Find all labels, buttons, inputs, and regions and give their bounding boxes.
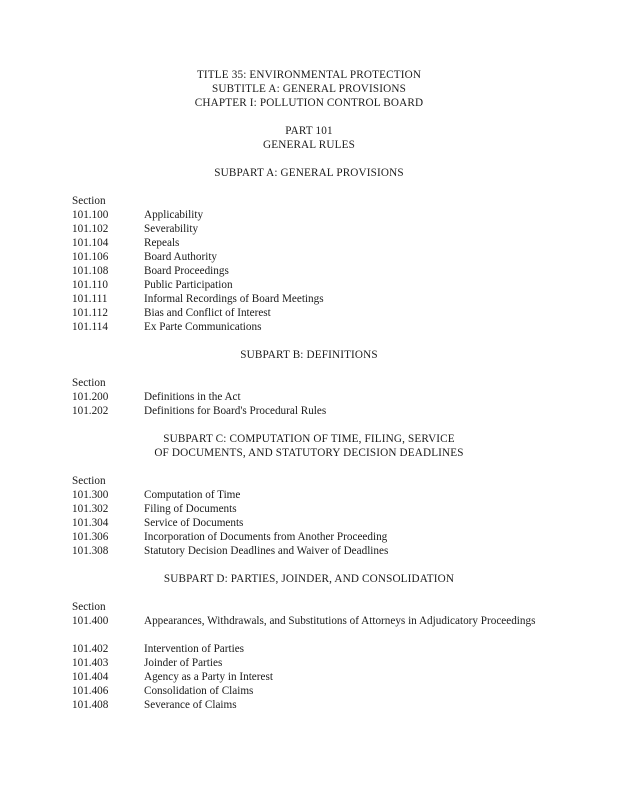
- section-title: Intervention of Parties: [144, 643, 245, 655]
- section-title: Board Proceedings: [144, 265, 229, 277]
- section-title: Appearances, Withdrawals, and Substitutions of Attorneys in Adjudicatory Proceedings: [144, 615, 536, 627]
- section-number: 101.202: [72, 405, 109, 417]
- toc-row[interactable]: [72, 320, 552, 334]
- section-title: Incorporation of Documents from Another Proceeding: [144, 531, 388, 543]
- toc-row[interactable]: [72, 390, 552, 404]
- section-label: Section: [72, 475, 106, 487]
- section-label: Section: [72, 195, 106, 207]
- section-title: Definitions for Board's Procedural Rules: [144, 405, 327, 417]
- section-number: 101.300: [72, 489, 109, 501]
- subpart-heading-line: SUBPART C: COMPUTATION OF TIME, FILING, SERVICE: [163, 433, 455, 445]
- subpart-heading-line: SUBPART B: DEFINITIONS: [240, 349, 378, 361]
- subtitle-line: SUBTITLE A: GENERAL PROVISIONS: [212, 83, 406, 95]
- section-title: Service of Documents: [144, 517, 244, 529]
- section-number: 101.306: [72, 531, 109, 543]
- part-title: GENERAL RULES: [263, 139, 355, 151]
- section-number: 101.404: [72, 671, 109, 683]
- toc-row[interactable]: [72, 530, 552, 544]
- toc-row[interactable]: [72, 306, 552, 320]
- subpart-a-heading: [0, 166, 618, 180]
- section-title: Joinder of Parties: [144, 657, 223, 669]
- subpart-heading-line: OF DOCUMENTS, AND STATUTORY DECISION DEADLINES: [154, 447, 464, 459]
- section-title: Applicability: [144, 209, 204, 221]
- toc-row[interactable]: [72, 222, 552, 236]
- section-number: 101.402: [72, 643, 109, 655]
- section-title: Statutory Decision Deadlines and Waiver of Deadlines: [144, 545, 389, 557]
- subpart-heading-line: SUBPART A: GENERAL PROVISIONS: [214, 167, 404, 179]
- part-number: PART 101: [285, 125, 333, 137]
- section-title: Informal Recordings of Board Meetings: [144, 293, 324, 305]
- toc-row[interactable]: [72, 488, 552, 502]
- section-title: Severance of Claims: [144, 699, 237, 711]
- section-title: Definitions in the Act: [144, 391, 241, 403]
- toc-row[interactable]: [72, 642, 552, 656]
- section-number: 101.108: [72, 265, 109, 277]
- section-number: 101.408: [72, 699, 109, 711]
- toc-row[interactable]: [72, 236, 552, 250]
- section-number: 101.100: [72, 209, 109, 221]
- section-number: 101.104: [72, 237, 109, 249]
- part-heading: [0, 124, 618, 152]
- section-title: Agency as a Party in Interest: [144, 671, 273, 683]
- toc-row[interactable]: [72, 264, 552, 278]
- section-title: Public Participation: [144, 279, 233, 291]
- toc-row[interactable]: [72, 670, 552, 684]
- section-number: 101.110: [72, 279, 108, 291]
- subpart-c-heading: [0, 432, 618, 460]
- section-number: 101.106: [72, 251, 109, 263]
- section-number: 101.308: [72, 545, 109, 557]
- toc-row[interactable]: [72, 684, 552, 698]
- section-label: Section: [72, 601, 106, 613]
- section-label: Section: [72, 377, 106, 389]
- toc-row[interactable]: [72, 656, 552, 670]
- toc-row[interactable]: [72, 544, 552, 558]
- subpart-d-heading: [0, 572, 618, 586]
- section-title: Ex Parte Communications: [144, 321, 262, 333]
- toc-row[interactable]: [72, 250, 552, 264]
- section-number: 101.112: [72, 307, 108, 319]
- section-title: Filing of Documents: [144, 503, 237, 515]
- subpart-heading-line: SUBPART D: PARTIES, JOINDER, AND CONSOLIDATION: [163, 573, 455, 585]
- section-number: 101.200: [72, 391, 109, 403]
- title-line: TITLE 35: ENVIRONMENTAL PROTECTION: [196, 69, 422, 81]
- section-title: Repeals: [144, 237, 180, 249]
- section-title: Computation of Time: [144, 489, 241, 501]
- toc-row[interactable]: [72, 278, 552, 292]
- section-number: 101.406: [72, 685, 109, 697]
- section-number: 101.403: [72, 657, 109, 669]
- toc-row[interactable]: [72, 502, 552, 516]
- toc-row[interactable]: [72, 208, 552, 222]
- subpart-b-heading: [0, 348, 618, 362]
- section-number: 101.302: [72, 503, 109, 515]
- toc-row[interactable]: [72, 292, 552, 306]
- section-number: 101.400: [72, 615, 109, 627]
- section-title: Bias and Conflict of Interest: [144, 307, 271, 319]
- toc-row[interactable]: [72, 614, 552, 642]
- section-title: Severability: [144, 223, 199, 235]
- toc-row[interactable]: [72, 516, 552, 530]
- chapter-line: CHAPTER I: POLLUTION CONTROL BOARD: [194, 97, 424, 109]
- section-number: 101.114: [72, 321, 108, 333]
- document-header: [0, 68, 618, 110]
- toc-row[interactable]: [72, 404, 552, 418]
- toc-row[interactable]: [72, 698, 552, 712]
- section-number: 101.102: [72, 223, 109, 235]
- section-number: 101.111: [72, 293, 108, 305]
- section-number: 101.304: [72, 517, 109, 529]
- section-title: Board Authority: [144, 251, 218, 263]
- section-title: Consolidation of Claims: [144, 685, 254, 697]
